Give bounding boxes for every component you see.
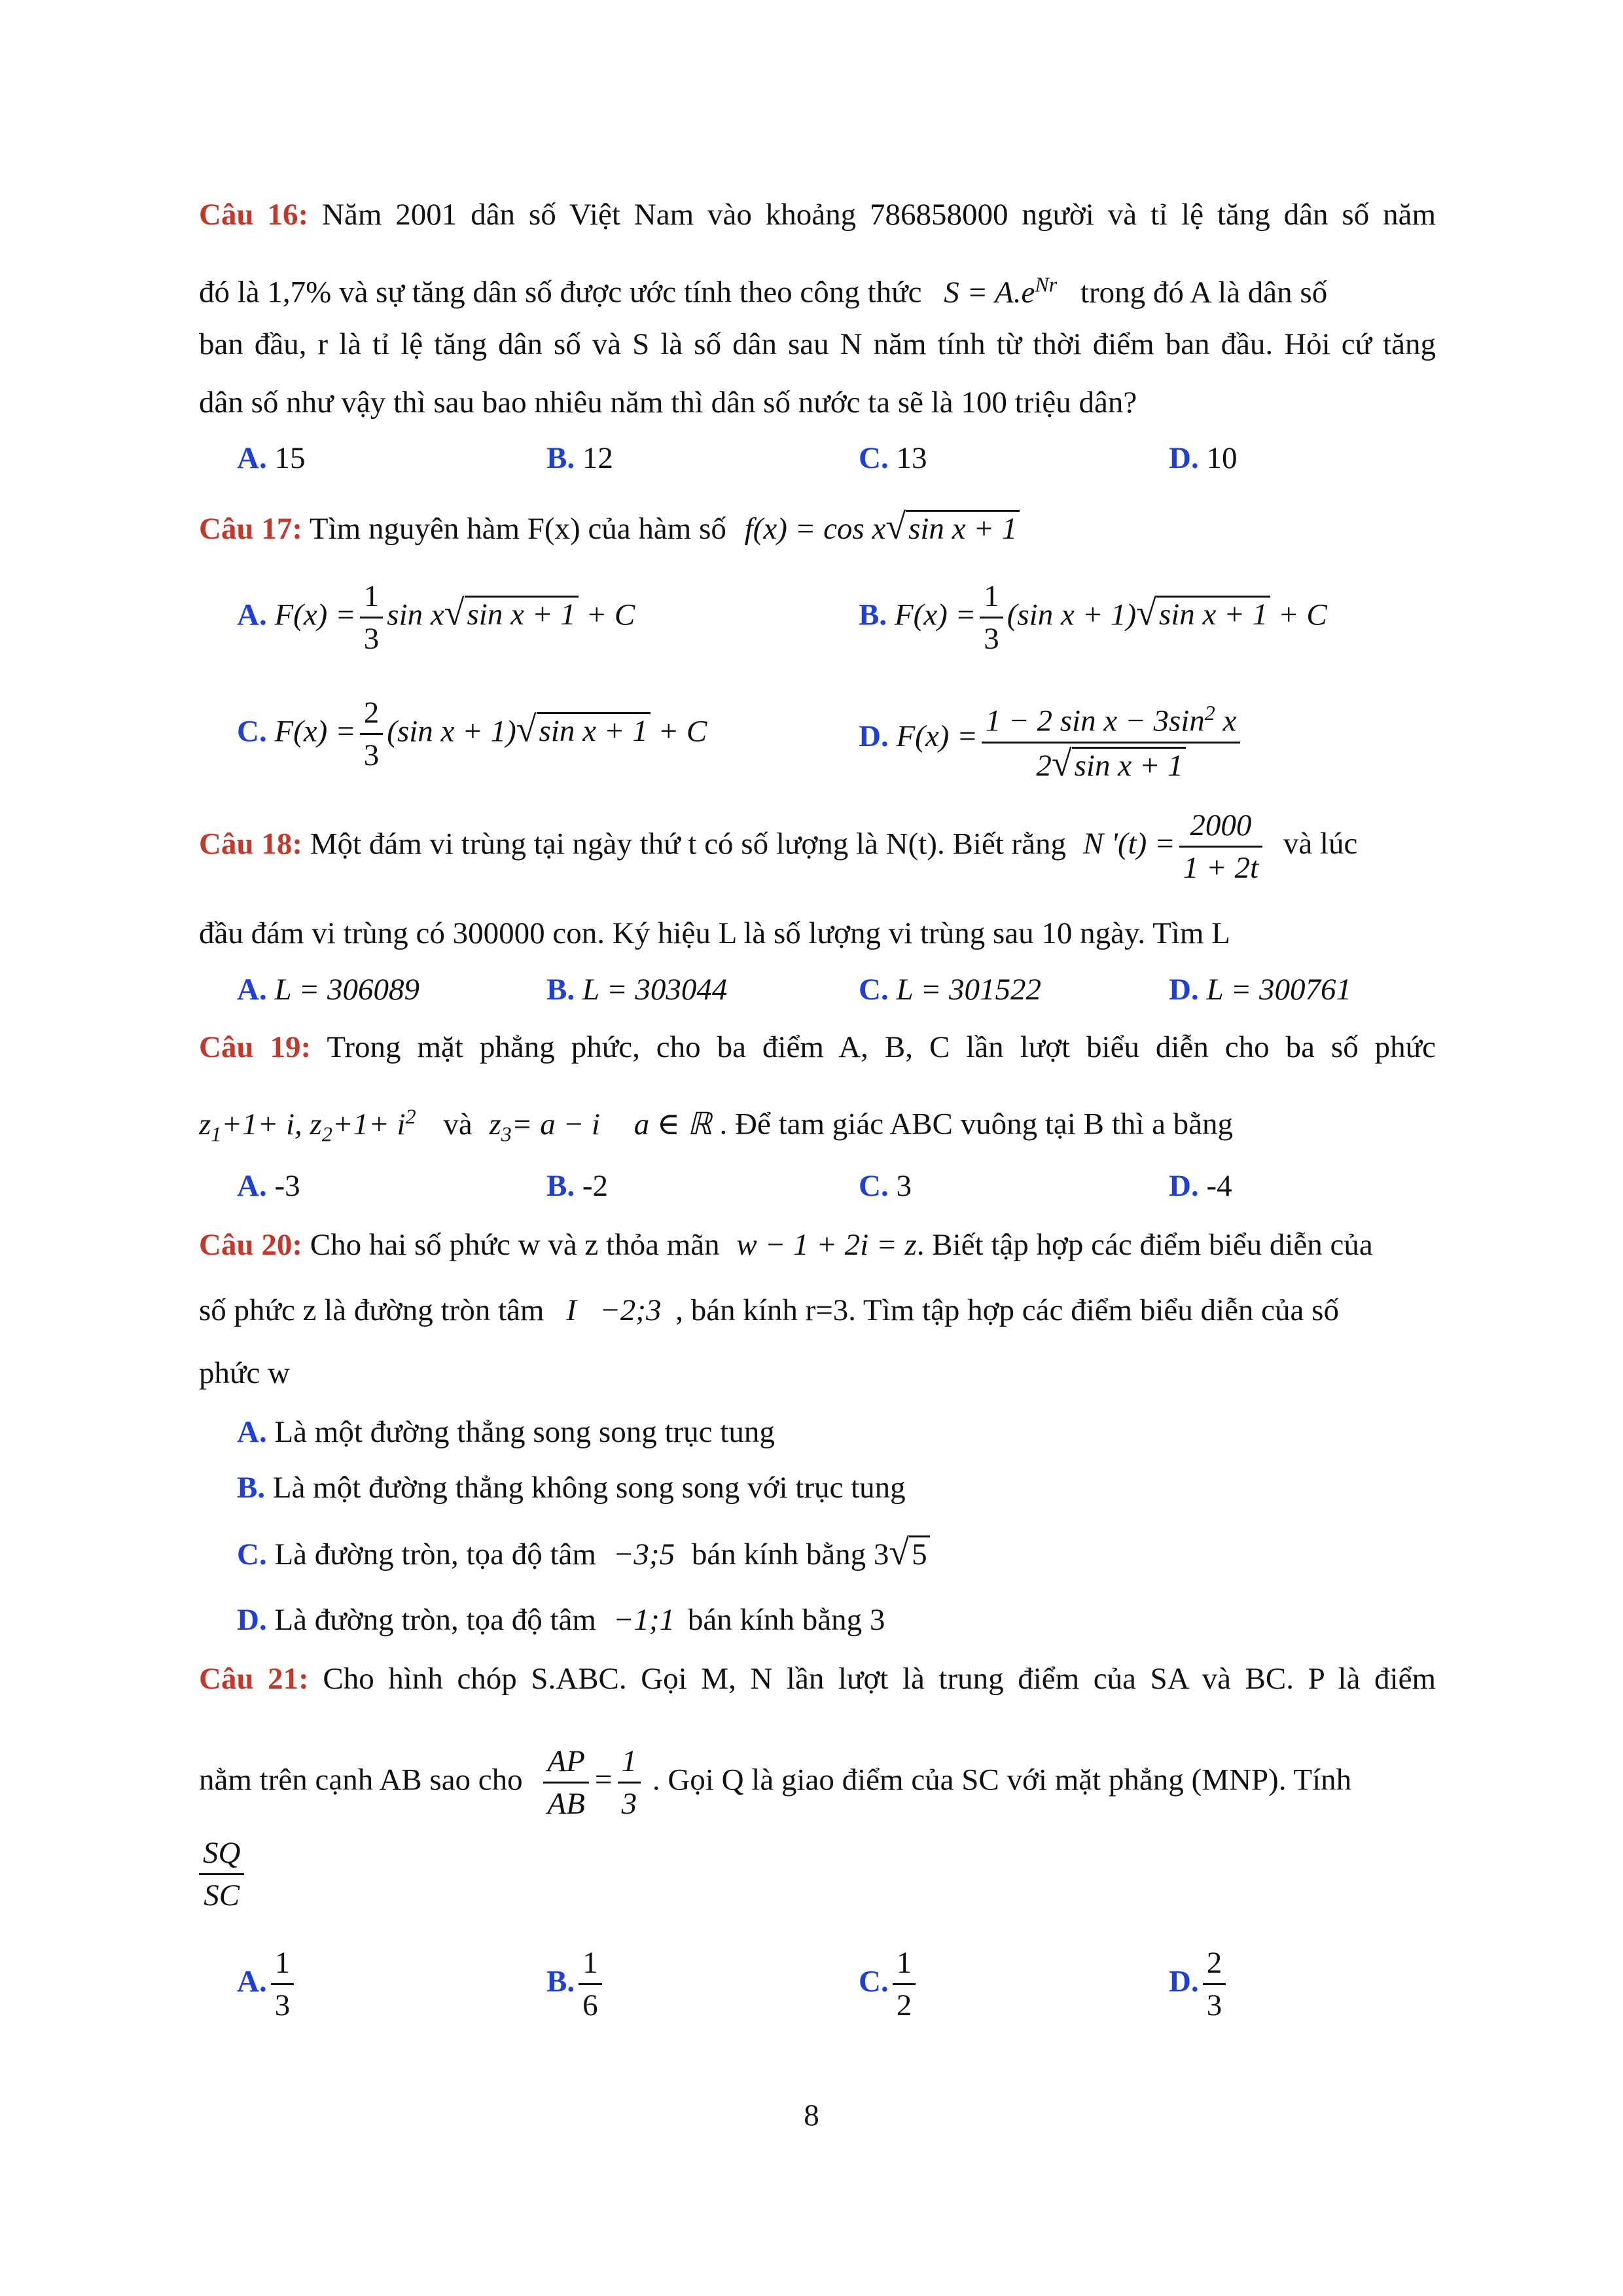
q17-function: f(x) = cos x√sin x + 1 <box>745 512 1020 546</box>
q19-z1-z2: $z_1+1+ i$, $z_2+1+ i^2$ <box>199 1104 416 1146</box>
q16-line-1 <box>199 195 1436 234</box>
q20-line-2 <box>199 1291 1436 1330</box>
q20-line-1 <box>199 1225 1436 1265</box>
q16-formula: $S = A.e^{Nr}$ <box>944 272 1058 310</box>
q18-text-1a: Một đám vi trùng tại ngày thứ t có số lượng là N(t). Biết rằng <box>310 827 1067 861</box>
q18-option-d[interactable]: D. L = 300761 <box>1169 973 1351 1007</box>
q18-option-b[interactable]: B. L = 303044 <box>546 973 728 1007</box>
q20-option-b[interactable]: B. Là một đường thẳng không song song với trục tung <box>237 1471 906 1505</box>
q21-text-2a: nằm trên cạnh AB sao cho <box>199 1763 523 1797</box>
q17-option-b[interactable]: B. F(x) = $\frac{1}{3}$ (sin x + 1)√sin x + 1 + C <box>859 576 1327 659</box>
q21-line-2 <box>199 1741 1436 1824</box>
q19-line-2 <box>199 1096 1436 1153</box>
q21-text-2b: . Gọi Q là giao điểm của SC với mặt phẳng (MNP). Tính <box>652 1763 1352 1797</box>
q20-option-a[interactable]: A. Là một đường thẳng song song trục tung <box>237 1415 775 1449</box>
q19-z3: $z_3= a - i$ <box>489 1107 600 1146</box>
q19-option-b[interactable]: B. -2 <box>546 1169 609 1203</box>
q16-option-b[interactable]: B. 12 <box>546 441 613 475</box>
q20-text-1b: . Biết tập hợp các điểm biểu diễn của <box>916 1228 1373 1262</box>
q18-label: Câu 18: <box>199 827 302 861</box>
q20-label: Câu 20: <box>199 1228 302 1262</box>
q20-option-d[interactable]: D. Là đường tròn, tọa độ tâm −1;1 bán kính bằng 3 <box>237 1603 885 1637</box>
q16-line-2 <box>199 264 1436 312</box>
q16-label: Câu 16: <box>199 198 309 232</box>
q16-line-3 <box>199 325 1436 364</box>
q16-line-4 <box>199 383 1436 422</box>
q16-text-1: Năm 2001 dân số Việt Nam vào khoảng 786858000 người và tỉ lệ tăng dân số năm <box>322 198 1436 232</box>
q20-text-2b: , bán kính r=3. Tìm tập hợp các điểm biểu diễn của số <box>675 1293 1339 1327</box>
q16-text-2b: trong đó A là dân số <box>1080 275 1328 310</box>
q17-line-1 <box>199 507 1436 548</box>
q17-option-a[interactable]: A. F(x) = $\frac{1}{3}$ sin x√sin x + 1 + C <box>237 576 635 659</box>
q21-line-1 <box>199 1659 1436 1698</box>
q17-option-d[interactable]: D. F(x) = $\frac{1 - 2 \sin x - 3\sin^2 x}{\text{2√sin x + 1}}$ <box>859 692 1244 786</box>
q18-line-1 <box>199 805 1436 888</box>
q17-text: Tìm nguyên hàm F(x) của hàm số <box>309 512 726 546</box>
q17-label: Câu 17: <box>199 512 302 546</box>
q19-text-1: Trong mặt phẳng phức, cho ba điểm A, B, C lần lượt biểu diễn cho ba số phức <box>327 1030 1436 1064</box>
q18-text-1b: và lúc <box>1283 827 1358 861</box>
q19-condition: a ∈ ℝ <box>633 1107 712 1141</box>
q21-option-d[interactable]: D. $\frac{2}{3}$ <box>1169 1943 1230 2026</box>
q19-and: và <box>443 1107 473 1141</box>
q18-text-2: đầu đám vi trùng có 300000 con. Ký hiệu L là số lượng vi trùng sau 10 ngày. Tìm L <box>199 916 1230 950</box>
q16-option-a[interactable]: A. 15 <box>237 441 306 475</box>
q16-option-d[interactable]: D. 10 <box>1169 441 1238 475</box>
q16-text-3: ban đầu, r là tỉ lệ tăng dân số và S là số dân sau N năm tính từ thời điểm ban đầu. Hỏi cứ tăng <box>199 327 1436 361</box>
q20-option-c[interactable]: C. Là đường tròn, tọa độ tâm −3;5 bán kính bằng 3√5 <box>237 1533 930 1574</box>
q19-option-c[interactable]: C. 3 <box>859 1169 912 1203</box>
q21-option-a[interactable]: A. $\frac{1}{3}$ <box>237 1943 298 2026</box>
page-number: 8 <box>804 2098 819 2132</box>
q19-option-d[interactable]: D. -4 <box>1169 1169 1232 1203</box>
q20-text-1a: Cho hai số phức w và z thỏa mãn <box>310 1228 720 1262</box>
q19-option-a[interactable]: A. -3 <box>237 1169 300 1203</box>
q18-derivative: N '(t) = $\frac{2000}{1 + 2t}$ <box>1083 827 1266 861</box>
q21-ask-fraction: $\frac{SQ}{SC}$ <box>199 1833 244 1916</box>
q20-equation: w − 1 + 2i = z <box>736 1228 917 1262</box>
q16-option-c[interactable]: C. 13 <box>859 441 927 475</box>
q18-option-a[interactable]: A. L = 306089 <box>237 973 419 1007</box>
q20-text-3: phức w <box>199 1356 291 1390</box>
q17-option-c[interactable]: C. F(x) = $\frac{2}{3}$ (sin x + 1)√sin x + 1 + C <box>237 692 707 776</box>
q21-text-1: Cho hình chóp S.ABC. Gọi M, N lần lượt là trung điểm của SA và BC. P là điểm <box>323 1662 1436 1696</box>
q21-ratio: $\frac{AP}{AB}$ = $\frac{1}{3}$ <box>539 1763 645 1797</box>
q20-text-2a: số phức z là đường tròn tâm <box>199 1293 544 1327</box>
q16-text-2a: đó là 1,7% và sự tăng dân số được ước tính theo công thức <box>199 275 922 310</box>
q21-label: Câu 21: <box>199 1662 309 1696</box>
q21-option-c[interactable]: C. $\frac{1}{2}$ <box>859 1943 919 2026</box>
q16-text-4: dân số như vậy thì sau bao nhiêu năm thì dân số nước ta sẽ là 100 triệu dân? <box>199 386 1137 420</box>
q20-center: I −2;3 <box>566 1293 662 1327</box>
q19-line-1 <box>199 1028 1436 1067</box>
q19-text-2b: . Để tam giác ABC vuông tại B thì a bằng <box>719 1107 1234 1141</box>
q21-option-b[interactable]: B. $\frac{1}{6}$ <box>546 1943 606 2026</box>
q18-line-2 <box>199 914 1436 953</box>
q18-option-c[interactable]: C. L = 301522 <box>859 973 1041 1007</box>
q20-line-3 <box>199 1354 1436 1393</box>
q19-label: Câu 19: <box>199 1030 312 1064</box>
